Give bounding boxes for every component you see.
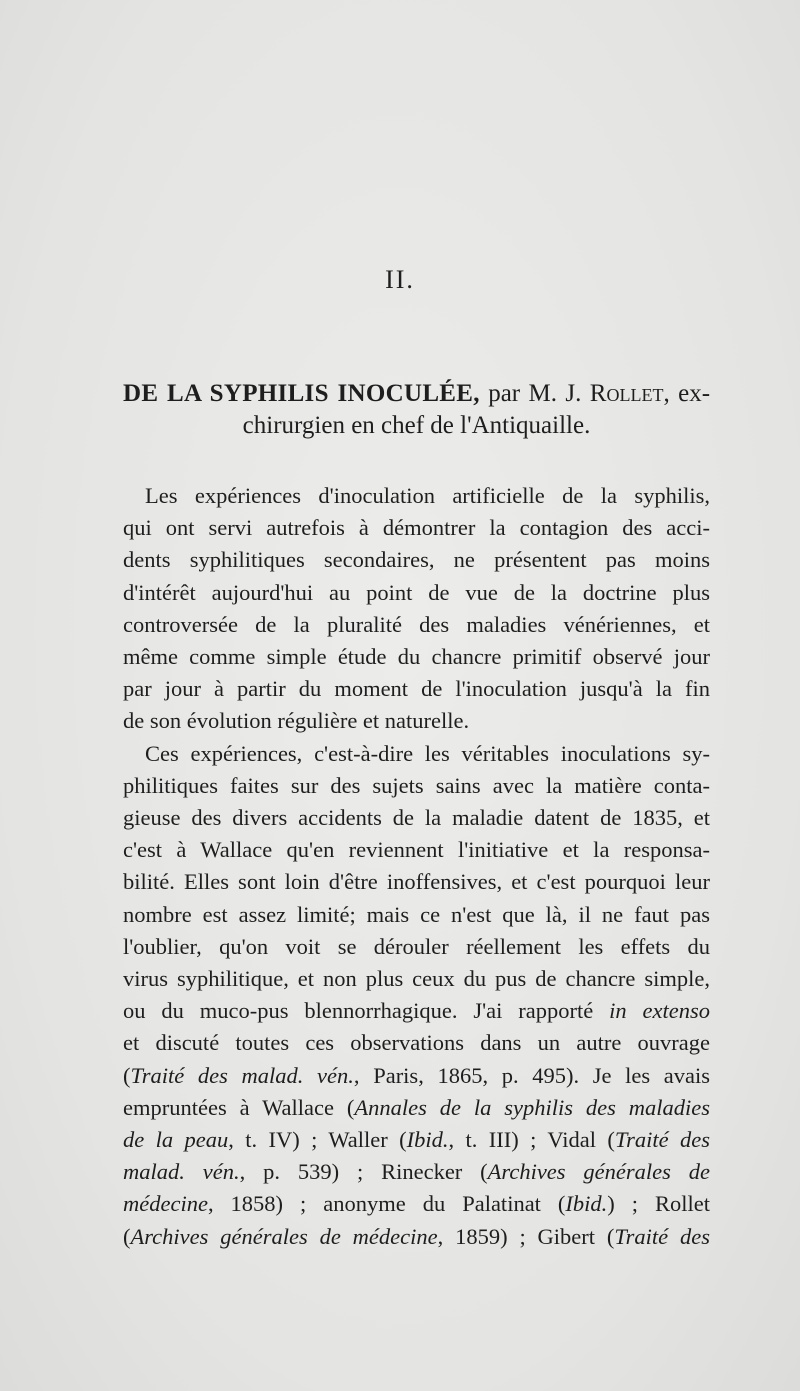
heading-author: Rollet: [589, 380, 664, 407]
text-run: , t. III) ; Vidal (: [448, 1127, 615, 1153]
text-run: , t. IV) ; Waller (: [228, 1127, 407, 1153]
text-run: , Paris, 1865, p. 495). Je les avais: [353, 1062, 711, 1088]
text-line: nombre est assez limité; mais ce n'est que là, il ne faut pas: [123, 901, 710, 927]
article-heading: [123, 378, 710, 442]
text-line: Les expériences d'inoculation artificielle de la syphilis,: [145, 483, 710, 508]
text-line: [123, 995, 710, 1027]
heading-par: par M. J.: [488, 380, 582, 407]
italic-run: in extenso: [609, 998, 710, 1024]
text-line: par jour à partir du moment de l'inoculation jusqu'à la fin: [123, 676, 710, 702]
section-number: II.: [385, 265, 415, 294]
text-run: , 1858) ; anonyme du Palatinat (: [207, 1191, 566, 1217]
paragraph-2: [123, 738, 710, 1253]
italic-run: Traité des: [614, 1223, 710, 1249]
text-line: [123, 1060, 710, 1092]
text-line: et discuté toutes ces observations dans un autre ouvrage: [123, 1030, 710, 1056]
heading-role-start: , ex-: [663, 380, 711, 407]
italic-run: Traité des malad. vén.: [130, 1062, 354, 1088]
text-line: controversée de la pluralité des maladies vénériennes, et: [123, 611, 710, 637]
text-line: [123, 1124, 710, 1156]
text-line: de son évolution régulière et naturelle.: [123, 708, 470, 734]
text-line: virus syphilitique, et non plus ceux du pus de chancre simple,: [123, 966, 710, 992]
italic-run: Traité des: [614, 1127, 710, 1153]
paragraph-1: [123, 480, 710, 738]
text-line: c'est à Wallace qu'en reviennent l'initiative et la responsa-: [123, 837, 710, 863]
text-run: (: [123, 1223, 131, 1249]
heading-title: DE LA SYPHILIS INOCULÉE,: [123, 380, 480, 407]
heading-line-2: chirurgien en chef de l'Antiquaille.: [242, 412, 591, 439]
text-line: dents syphilitiques secondaires, ne présentent pas moins: [123, 547, 710, 573]
text-line: même comme simple étude du chancre primitif observé jour: [123, 644, 710, 670]
text-line: d'intérêt aujourd'hui au point de vue de la doctrine plus: [123, 579, 710, 605]
text-run: empruntées à Wallace (: [123, 1094, 355, 1120]
italic-run: médecine: [123, 1191, 208, 1217]
text-run: ou du muco-pus blennorrhagique. J'ai rapporté: [123, 998, 594, 1024]
text-line: Ces expériences, c'est-à-dire les véritables inoculations sy-: [145, 740, 710, 766]
text-run: , p. 539) ; Rinecker (: [239, 1159, 488, 1185]
body-text: [123, 480, 710, 1253]
italic-run: Ibid.: [406, 1127, 449, 1153]
italic-run: malad. vén.: [123, 1159, 240, 1185]
italic-run: Archives générales de médecine: [130, 1223, 438, 1249]
italic-run: Ibid.: [565, 1191, 608, 1217]
text-line: [123, 1221, 710, 1253]
text-line: [123, 1188, 710, 1220]
text-line: gieuse des divers accidents de la maladie datent de 1835, et: [123, 805, 710, 831]
text-line: [123, 1092, 710, 1124]
italic-run: de la peau: [123, 1127, 229, 1153]
text-line: l'oublier, qu'on voit se dérouler réellement les effets du: [123, 933, 710, 959]
text-line: qui ont servi autrefois à démontrer la contagion des acci-: [123, 515, 710, 541]
text-line: [123, 1156, 710, 1188]
text-run: ) ; Rollet: [607, 1191, 710, 1217]
text-line: philitiques faites sur des sujets sains avec la matière conta-: [123, 772, 710, 798]
italic-run: Archives générales de: [487, 1159, 711, 1185]
text-line: bilité. Elles sont loin d'être inoffensives, et c'est pourquoi leur: [123, 869, 710, 895]
text-run: (: [123, 1062, 131, 1088]
heading-line-1: [123, 378, 710, 410]
italic-run: Annales de la syphilis des maladies: [354, 1094, 711, 1120]
text-run: , 1859) ; Gibert (: [437, 1223, 615, 1249]
